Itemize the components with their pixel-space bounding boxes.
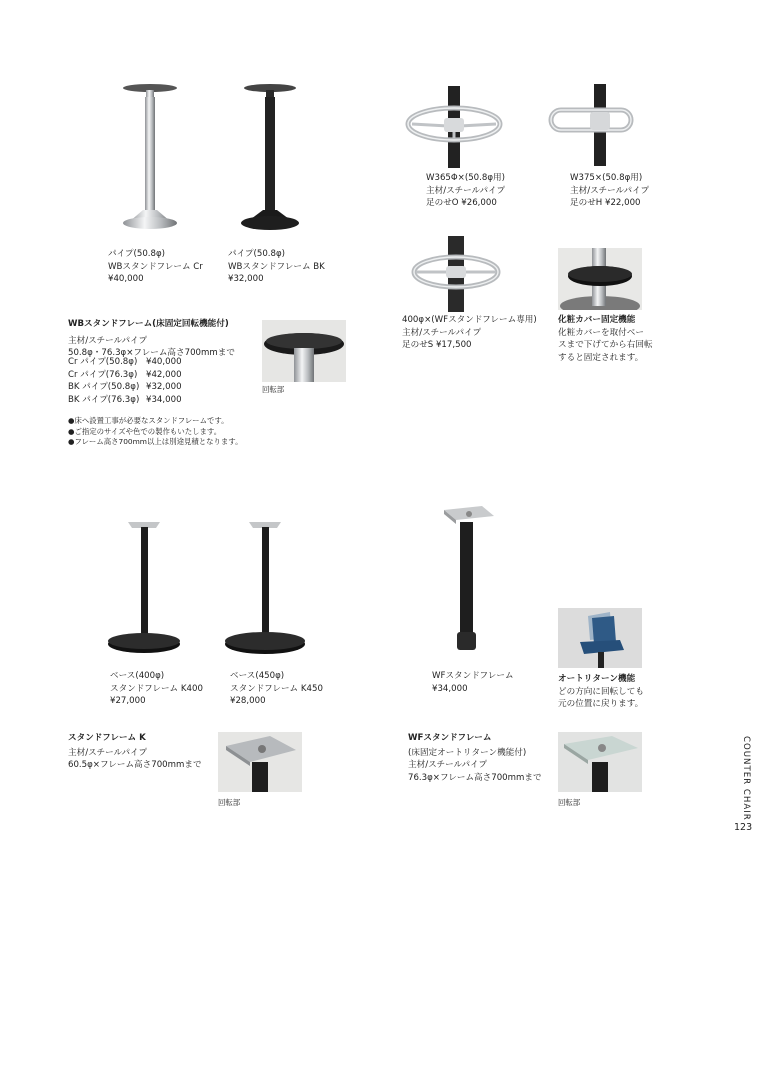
wb-price-list [68,356,182,406]
wf-rotation-caption: 回転部 [558,798,581,807]
k400-caption: ベース(400φ) スタンドフレーム K400 ¥27,000 [110,671,203,707]
k-rotation-caption: 回転部 [218,798,241,807]
wb-rotation-caption: 回転部 [262,385,285,394]
auto-return-photo [558,608,642,668]
foot-s-caption: 400φ×(WFスタンドフレーム専用) 主材/スチールパイプ 足のせS ¥17,500 [402,315,537,351]
wb-bk-caption: パイプ(50.8φ) WBスタンドフレーム BK ¥32,000 [228,249,325,285]
wb-cr-caption: パイプ(50.8φ) WBスタンドフレーム Cr ¥40,000 [108,249,203,285]
wb-spec-block: WBスタンドフレーム(床固定回転機能付) 主材/スチールパイプ 50.8φ・76.3φ×フレーム高さ700mmまで [68,319,235,359]
side-label: COUNTER CHAIR [741,736,751,821]
wb-price-row: Cr パイプ(50.8φ) ¥40,000 [68,357,182,367]
wf-caption: WFスタンドフレーム ¥34,000 [432,671,514,694]
foot-rest-o-photo [402,86,510,168]
auto-return-caption: オートリターン機能 どの方向に回転しても 元の位置に戻ります。 [558,674,644,710]
wb-rotation-photo [262,320,346,382]
wb-spec-title: WBスタンドフレーム(床固定回転機能付) [68,319,229,329]
wf-spec-block: WFスタンドフレーム (床固定オートリターン機能付) 主材/スチールパイプ 76.3φ×フレーム高さ700mmまで [408,733,542,783]
cover-caption: 化粧カバー固定機能 化粧カバーを取付ベー スまで下げてから右回転 すると固定されます。 [558,315,653,363]
foot-rest-h-photo [546,84,636,166]
cover-fixing-photo [558,248,642,310]
k-spec-block: スタンドフレーム K 主材/スチールパイプ 60.5φ×フレーム高さ700mmまで [68,733,202,771]
wb-stand-frame-cr-photo [115,80,185,235]
foot-rest-s-photo [408,236,504,312]
wf-rotation-photo [558,732,642,792]
wb-stand-frame-bk-photo [235,80,305,235]
foot-h-caption: W375×(50.8φ用) 主材/スチールパイプ 足のせH ¥22,000 [570,173,650,209]
wf-stand-frame-photo [438,502,498,652]
k450-caption: ベース(450φ) スタンドフレーム K450 ¥28,000 [230,671,323,707]
page-number: 123 [734,822,753,833]
k-rotation-photo [218,732,302,792]
wb-price-row: BK パイプ(50.8φ) ¥32,000 [68,382,182,393]
wb-price-row: BK パイプ(76.3φ) ¥34,000 [68,394,182,405]
wb-price-row: Cr パイプ(76.3φ) ¥42,000 [68,369,182,380]
wb-notes: ●床へ設置工事が必要なスタンドフレームです。 ●ご指定のサイズや色での製作もいたします。 ●フレーム高さ700mm以上は別途見積となります。 [68,416,243,447]
stand-frame-k450-photo [222,520,308,660]
stand-frame-k400-photo [104,520,184,660]
foot-o-caption: W365Φ×(50.8φ用) 主材/スチールパイプ 足のせO ¥26,000 [426,173,506,209]
